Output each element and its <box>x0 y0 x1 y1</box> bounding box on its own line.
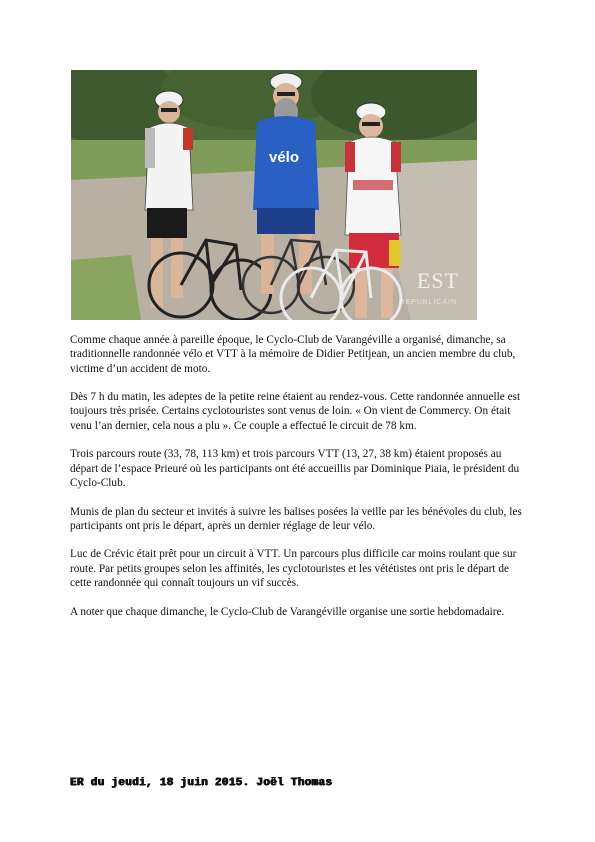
article-paragraph: Trois parcours route (33, 78, 113 km) et trois parcours VTT (13, 27, 38 km) étaient proposés au départ de l’espace Prieuré où les participants ont été accueillis par Dominique Piaia, le président du Cyclo-Club. <box>70 448 520 489</box>
jersey-text: vélo <box>269 149 300 166</box>
article-paragraph: A noter que chaque dimanche, le Cyclo-Club de Varangéville organise une sortie hebdomadaire. <box>70 605 505 618</box>
source-credit: ER du jeudi, 18 juin 2015. Joël Thomas <box>70 777 333 789</box>
photo-watermark-subtitle: REPUBLICAIN <box>399 299 457 306</box>
article-paragraph: Comme chaque année à pareille époque, le Cyclo-Club de Varangéville a organisé, dimanche, sa traditionnelle randonnée vélo et VTT à la mémoire de Didier Petitjean, un ancien membre du club, victime d’un accident de moto. <box>70 334 516 375</box>
article-paragraph: Dès 7 h du matin, les adeptes de la petite reine étaient au rendez-vous. Cette randonnée annuelle est toujours très prisée. Certains cyclotouristes sont venus de loin. « On vient de Commercy. On était venu l’an dernier, cela nous a plu ». Ce couple a effectué le circuit de 78 km. <box>70 391 521 432</box>
article-paragraph: Munis de plan du secteur et invités à suivre les balises posées la veille par les bénévoles du club, les participants ont pris le départ, après un dernier réglage de leur vélo. <box>70 505 522 532</box>
article-photo <box>71 70 477 320</box>
article-body <box>70 333 525 633</box>
photo-watermark: EST <box>416 268 459 293</box>
article-paragraph: Luc de Crévic était prêt pour un circuit à VTT. Un parcours plus difficile car moins roulant que sur route. Par petits groupes selon les affinités, les cyclotouristes et les vététistes ont pris le départ de cette randonnée qui connaît toujours un vif succès. <box>70 548 517 590</box>
